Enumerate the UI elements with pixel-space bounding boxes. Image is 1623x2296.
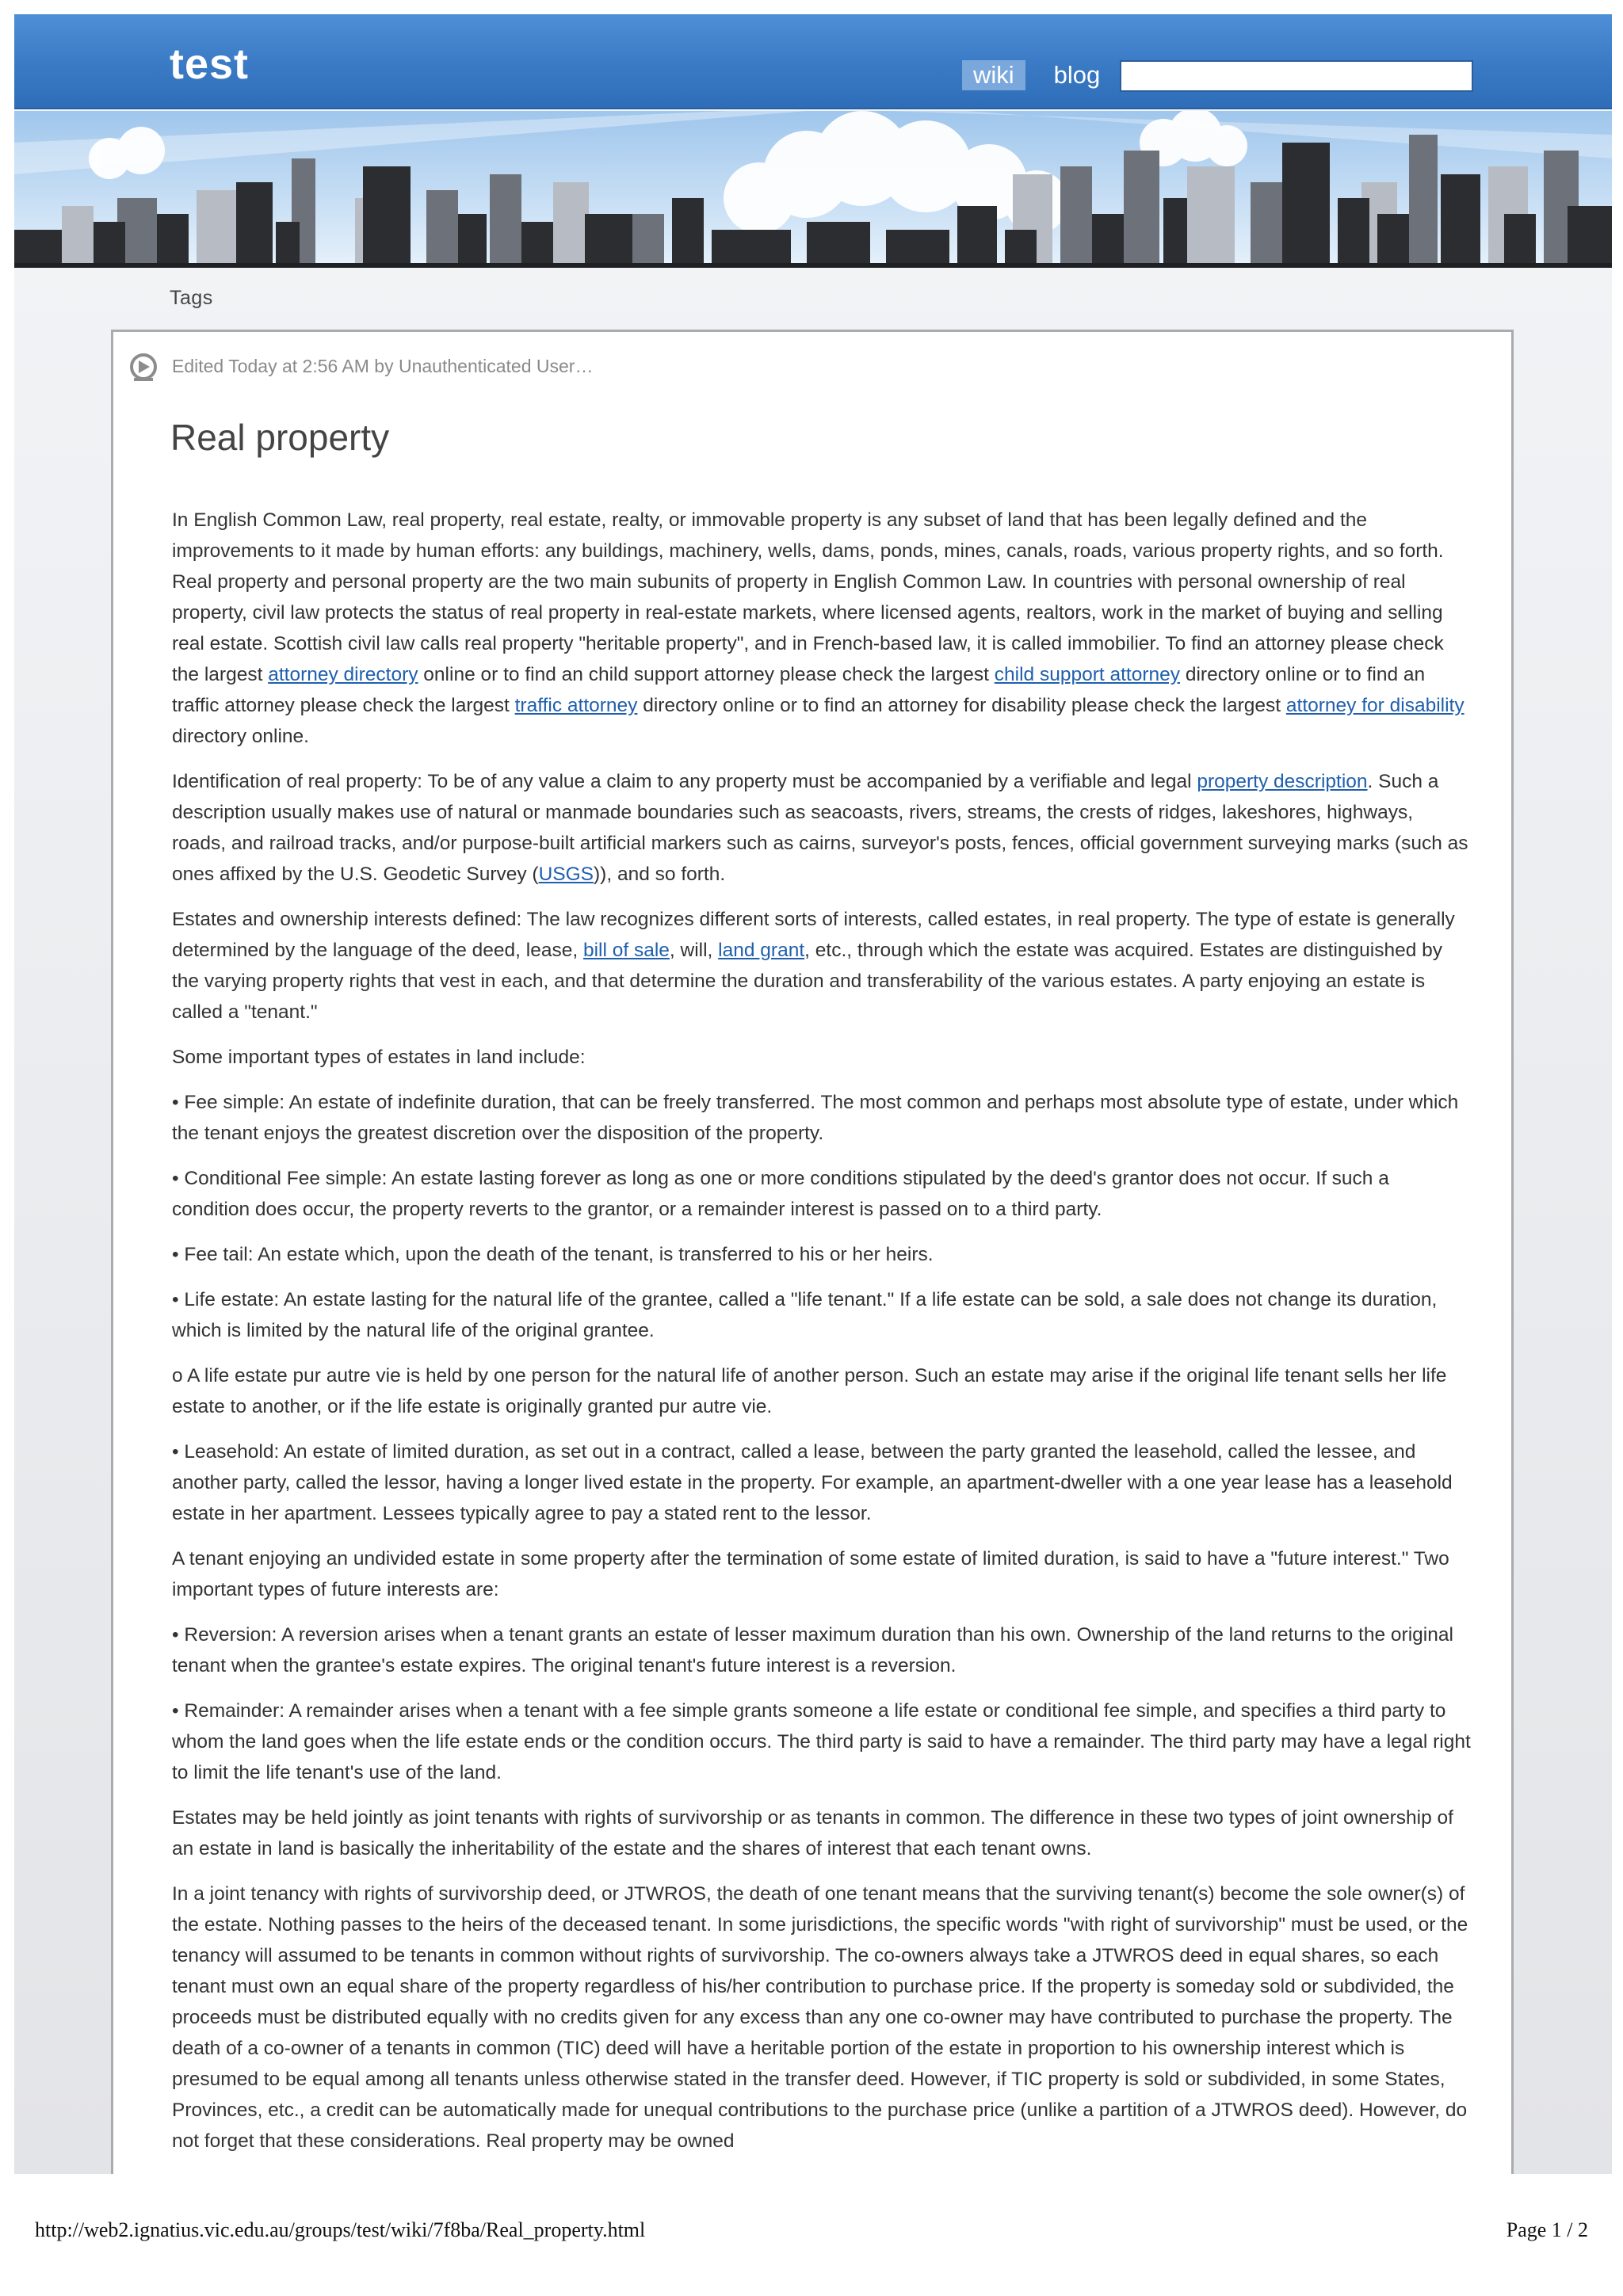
wiki-page-card <box>111 330 1514 2174</box>
page-frame <box>14 14 1612 2174</box>
paragraph: In a joint tenancy with rights of survivorship deed, or JTWROS, the death of one tenant means that the surviving tenant(s) become the sole owner(s) of the estate. Nothing passes to the heirs of the deceased tenant. In some jurisdictions, the specific words "with right of survivorship" must be used, or the tenancy will assumed to be tenants in common without rights of survivorship. The co-owners always take a JTWROS deed in equal shares, so each tenant must own an equal share of the property regardless of his/her contribution to purchase price. If the property is someday sold or subdivided, the proceeds must be distributed equally with no credits given for any excess than any one co-owner may have contributed to purchase the property. The death of a co-owner of a tenants in common (TIC) deed will have a heritable portion of the estate in proportion to his ownership interest which is presumed to be equal among all tenants unless otherwise stated in the transfer deed. However, if TIC property is sold or subdivided, in some States, Provinces, etc., a credit can be automatically made for unequal contributions to the purchase price (unlike a partition of a JTWROS deed). However, do not forget that these considerations. Real property may be owned <box>172 1883 1468 2152</box>
link-attorney-for-disability[interactable]: attorney for disability <box>1285 695 1465 716</box>
page-title: Real property <box>170 417 390 458</box>
paragraph: • Reversion: A reversion arises when a tenant grants an estate of lesser maximum duration than his own. Ownership of the land returns to the original tenant when the grantee's estate expires. The original tenant's future interest is a reversion. <box>172 1624 1453 1676</box>
paragraph: Some important types of estates in land include: <box>172 1047 586 1068</box>
paragraph: A tenant enjoying an undivided estate in some property after the termination of some estate of limited duration, is said to have a "future interest." Two important types of future interests are: <box>172 1548 1449 1600</box>
print-footer-page-number: Page 1 / 2 <box>1506 2218 1588 2241</box>
paragraph: In English Common Law, real property, real estate, realty, or immovable property is any subset of land that has been legally defined and the improvements to it made by human efforts: any buildings, machinery, wells, dams, ponds, mines, canals, roads, various property rights, and so forth. Real property and personal property are the two main subunits of property in English Common Law. In countries with personal ownership of real property, civil law protects the status of real property in real-estate markets, where licensed agents, realtors, work in the market of buying and selling real estate. Scottish civil law calls real property "heritable property", and in French-based law, it is called immobilier. To find an attorney please check the largest attorney directory online or to find an child support attorney please check the largest child support attorney directory online or to find an traffic attorney please check the largest traffic attorney directory online or to find an attorney for disability please check the largest attorney for disability directory online. <box>172 509 1465 747</box>
paragraph: • Remainder: A remainder arises when a tenant with a fee simple grants someone a life estate or conditional fee simple, and specifies a third party to whom the land goes when the life estate ends or the condition occurs. The third party is said to have a remainder. The third party may have a legal right to limit the life tenant's use of the land. <box>172 1700 1471 1783</box>
skyline-illustration <box>14 111 1612 268</box>
paragraph: Estates and ownership interests defined: The law recognizes different sorts of interests, called estates, in real property. The type of estate is generally determined by the language of the deed, lease, bill of sale, will, land grant, etc., through which the estate was acquired. Estates are distinguished by the varying property rights that vest in each, and that determine the duration and transferability of the various estates. A party enjoying an estate is called a "tenant." <box>172 909 1455 1023</box>
paragraph: Identification of real property: To be of any value a claim to any property must be accompanied by a verifiable and legal property description. Such a description usually makes use of natural or manmade boundaries such as seacoasts, rivers, streams, the crests of ridges, lakeshores, highways, roads, and railroad tracks, and/or purpose-built artificial markers such as cairns, surveyor's posts, fences, official government surveying marks (such as ones affixed by the U.S. Geodetic Survey (USGS)), and so forth. <box>172 771 1468 885</box>
link-usgs[interactable]: USGS <box>538 864 594 885</box>
search-input[interactable] <box>1120 60 1473 92</box>
paragraph: o A life estate pur autre vie is held by one person for the natural life of another person. Such an estate may arise if the original life tenant sells her life estate to another, or if the life estate is originally granted pur autre vie. <box>172 1365 1447 1417</box>
main-nav <box>962 60 1111 90</box>
nav-item-blog[interactable]: blog <box>1053 61 1101 89</box>
nav-item-wiki[interactable]: wiki <box>962 60 1025 90</box>
paragraph: • Fee tail: An estate which, upon the death of the tenant, is transferred to his or her heirs. <box>172 1244 934 1265</box>
skyline-banner <box>14 111 1612 268</box>
link-bill-of-sale[interactable]: bill of sale <box>582 940 670 961</box>
link-traffic-attorney[interactable]: traffic attorney <box>514 695 638 716</box>
paragraph: • Conditional Fee simple: An estate lasting forever as long as one or more conditions stipulated by the deed's grantor does not occur. If such a condition does occur, the property reverts to the grantor, or a remainder interest is passed on to a third party. <box>172 1168 1389 1220</box>
link-child-support-attorney[interactable]: child support attorney <box>994 664 1181 685</box>
site-title[interactable]: test <box>170 40 250 88</box>
link-attorney-directory[interactable]: attorney directory <box>268 664 418 685</box>
edit-metadata[interactable]: Edited Today at 2:56 AM by Unauthenticated User… <box>172 356 594 376</box>
paragraph: Estates may be held jointly as joint tenants with rights of survivorship or as tenants in common. The difference in these two types of joint ownership of an estate in land is basically the inheritability of the estate and the shares of interest that each tenant owns. <box>172 1807 1453 1859</box>
link-land-grant[interactable]: land grant <box>718 940 805 961</box>
paragraph: • Life estate: An estate lasting for the natural life of the grantee, called a "life tenant." If a life estate can be sold, a sale does not change its duration, which is limited by the natural life of the original grantee. <box>172 1289 1438 1341</box>
site-header <box>14 14 1612 109</box>
paragraph: • Leasehold: An estate of limited duration, as set out in a contract, called a lease, between the party granted the leasehold, called the lessee, and another party, called the lessor, having a longer lived estate in the property. For example, an apartment-dweller with a one year lease has a leasehold estate in her apartment. Lessees typically agree to pay a stated rent to the lessor. <box>172 1441 1453 1524</box>
page-content <box>172 505 1472 2171</box>
print-footer-url: http://web2.ignatius.vic.edu.au/groups/test/wiki/7f8ba/Real_property.html <box>35 2218 646 2241</box>
history-icon[interactable] <box>128 351 159 387</box>
link-property-description[interactable]: property description <box>1197 771 1368 792</box>
paragraph: • Fee simple: An estate of indefinite duration, that can be freely transferred. The most common and perhaps most absolute type of estate, under which the tenant enjoys the greatest discretion over the disposition of the property. <box>172 1092 1459 1144</box>
tags-link[interactable]: Tags <box>170 287 213 309</box>
